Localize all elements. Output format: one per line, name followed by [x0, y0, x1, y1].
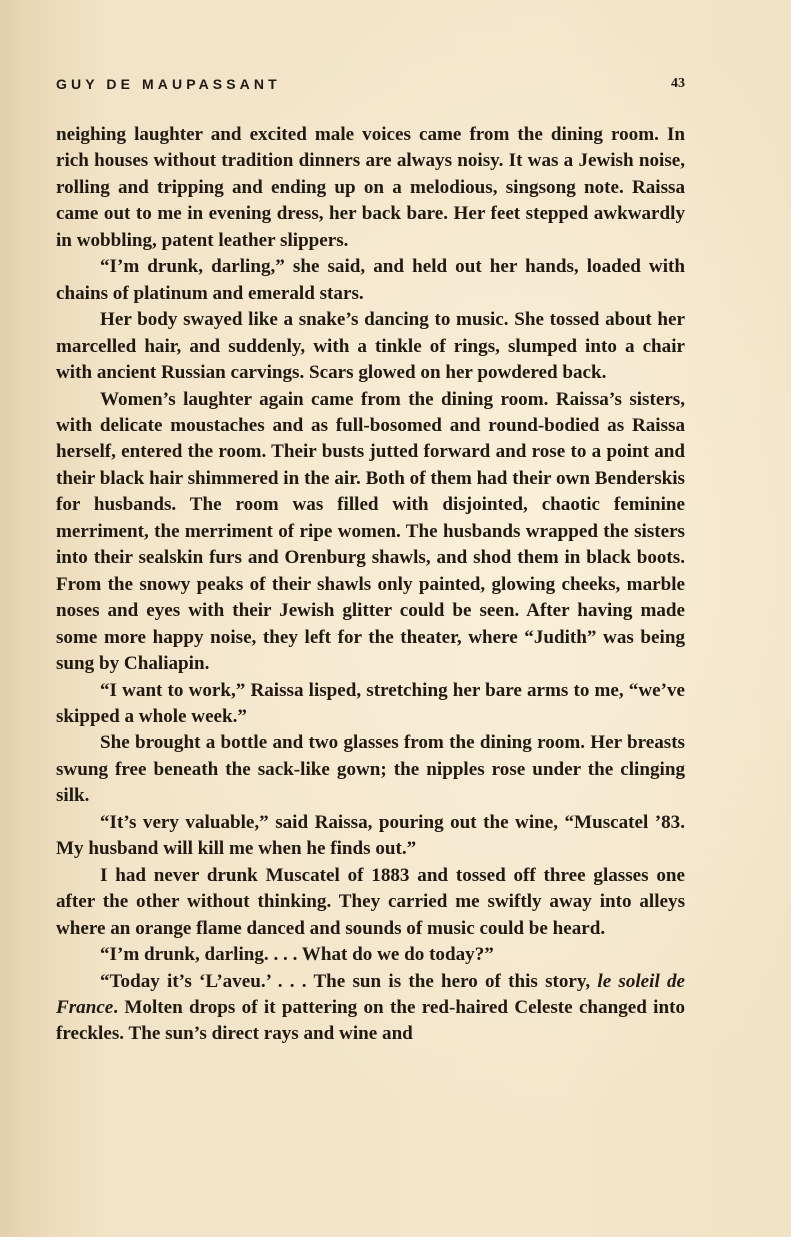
paragraph: She brought a bottle and two glasses from the dining room. Her breasts swung free beneath the sack-like gown; the nipples rose under the clinging silk. — [56, 732, 685, 807]
running-head: GUY DE MAUPASSANT — [56, 76, 281, 92]
paragraph: neighing laughter and excited male voices came from the dining room. In rich houses without tradition dinners are always noisy. It was a Jewish noise, rolling and tripping and ending up on a melodious, singsong note. Raissa came out to me in evening dress, her back bare. Her feet stepped awkwardly in wobbling, patent leather slippers. — [56, 124, 685, 251]
paragraph: “I want to work,” Raissa lisped, stretching her bare arms to me, “we’ve skipped a whole week.” — [56, 679, 685, 727]
page-header — [56, 76, 685, 98]
paragraph: Women’s laughter again came from the dining room. Raissa’s sisters, with delicate moustaches and as full-bosomed and round-bodied as Raissa herself, entered the room. Their busts jutted forward and rose to a point and their black hair shimmered in the air. Both of them had their own Benderskis for husbands. The room was filled with disjointed, chaotic feminine merriment, the merriment of ripe women. The husbands wrapped the sisters into their sealskin furs and Orenburg shawls, and shod them in black boots. From the snowy peaks of their shawls only painted, glowing cheeks, marble noses and eyes with their Jewish glitter could be seen. After having made some more happy noise, they left for the theater, where “Judith” was being sung by Chaliapin. — [56, 388, 685, 675]
paragraph: “I’m drunk, darling. . . . What do we do today?” — [100, 944, 494, 966]
paragraph-last — [56, 969, 685, 1048]
body-text — [56, 122, 685, 1048]
paragraph-last-end: . Molten drops of it pattering on the red-haired Celeste changed into freckles. The sun’s direct rays and wine and — [56, 996, 685, 1045]
page-number: 43 — [671, 76, 685, 91]
italic-phrase: le soleil de France — [56, 970, 686, 1018]
paragraph: “It’s very valuable,” said Raissa, pouring out the wine, “Muscatel ’83. My husband will kill me when he finds out.” — [56, 811, 685, 860]
paragraph: Her body swayed like a snake’s dancing to music. She tossed about her marcelled hair, and suddenly, with a tinkle of rings, slumped into a chair with ancient Russian carvings. Scars glowed on her powdered back. — [56, 309, 685, 384]
paragraph: “I’m drunk, darling,” she said, and held out her hands, loaded with chains of platinum and emerald stars. — [56, 256, 685, 304]
paragraph: I had never drunk Muscatel of 1883 and tossed off three glasses one after the other without thinking. They carried me swiftly away into alleys where an orange flame danced and sounds of music could be heard. — [56, 864, 685, 939]
paragraph-last-start: “Today it’s ‘L’aveu.’ . . . The sun is the hero of this story, — [100, 970, 598, 992]
